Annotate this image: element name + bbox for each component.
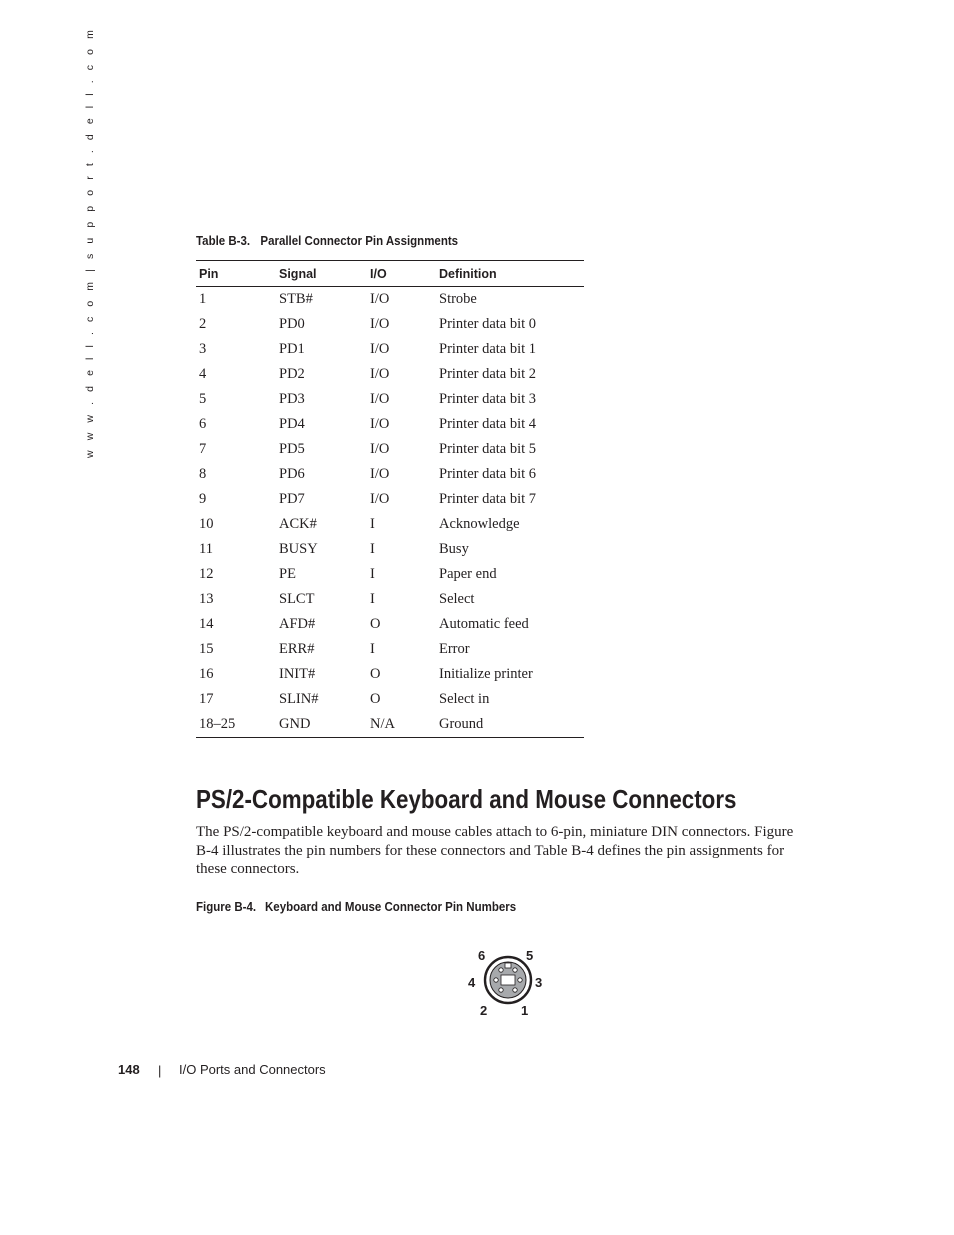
table-row	[196, 387, 584, 412]
cell-io: I/O	[370, 416, 390, 432]
cell-io: I	[370, 591, 375, 607]
cell-signal: BUSY	[279, 541, 318, 557]
table-row	[196, 362, 584, 387]
cell-definition: Ground	[436, 712, 584, 738]
table-row	[196, 712, 584, 738]
cell-signal: STB#	[279, 291, 313, 307]
cell-definition: Strobe	[439, 291, 477, 307]
cell-io: I	[370, 516, 375, 532]
cell-pin: 2	[199, 316, 207, 332]
cell-definition: Printer data bit 7	[439, 491, 537, 507]
figure-caption-title: Keyboard and Mouse Connector Pin Numbers	[265, 900, 517, 914]
cell-signal: PD6	[279, 466, 305, 482]
pin-hole-1	[513, 988, 517, 992]
cell-definition: Printer data bit 5	[439, 441, 537, 457]
pin-hole-2	[499, 988, 503, 992]
section-heading: PS/2-Compatible Keyboard and Mouse Connectors	[196, 784, 737, 814]
cell-signal: GND	[276, 712, 367, 738]
column-header-pin: Pin	[196, 261, 276, 287]
pin-hole-4	[494, 978, 498, 982]
cell-io: I/O	[370, 491, 390, 507]
cell-io: I/O	[370, 341, 390, 357]
cell-definition: Initialize printer	[439, 666, 533, 682]
table-row	[196, 287, 584, 313]
cell-signal: ACK#	[279, 516, 317, 532]
table-row	[196, 562, 584, 587]
figure-caption	[196, 900, 516, 914]
cell-pin: 10	[199, 516, 214, 532]
table-row	[196, 412, 584, 437]
cell-io: O	[370, 666, 381, 682]
cell-io: I/O	[370, 441, 390, 457]
cell-signal: PD3	[279, 391, 305, 407]
cell-io: N/A	[367, 712, 436, 738]
pin-label-6: 6	[478, 948, 486, 963]
table-row	[196, 637, 584, 662]
cell-signal: PD2	[279, 366, 305, 382]
cell-pin: 18–25	[196, 712, 276, 738]
cell-pin: 11	[199, 541, 213, 557]
table-row	[196, 662, 584, 687]
cell-pin: 8	[199, 466, 207, 482]
cell-io: O	[370, 691, 381, 707]
table-caption	[196, 234, 458, 248]
cell-pin: 5	[199, 391, 207, 407]
cell-pin: 3	[199, 341, 207, 357]
cell-definition: Printer data bit 0	[439, 316, 537, 332]
cell-definition: Printer data bit 2	[439, 366, 537, 382]
cell-io: I	[370, 641, 375, 657]
pin-hole-3	[518, 978, 522, 982]
cell-io: I	[370, 541, 375, 557]
table-caption-title: Parallel Connector Pin Assignments	[260, 234, 459, 248]
cell-signal: PD4	[279, 416, 305, 432]
table-row	[196, 437, 584, 462]
footer-section-title: I/O Ports and Connectors	[179, 1062, 326, 1077]
cell-definition: Paper end	[439, 566, 497, 582]
cell-signal: SLIN#	[279, 691, 319, 707]
cell-definition: Printer data bit 3	[439, 391, 537, 407]
cell-signal: SLCT	[279, 591, 315, 607]
footer-separator: |	[158, 1063, 162, 1078]
cell-definition: Printer data bit 6	[439, 466, 537, 482]
table-row	[196, 312, 584, 337]
cell-pin: 4	[199, 366, 207, 382]
column-header-definition: Definition	[436, 261, 584, 287]
table-header-row	[196, 261, 584, 287]
cell-definition: Printer data bit 1	[439, 341, 537, 357]
pin-label-1: 1	[521, 1003, 529, 1018]
pin-hole-5	[513, 968, 517, 972]
cell-pin: 7	[199, 441, 207, 457]
cell-io: I/O	[370, 366, 390, 382]
cell-io: I	[370, 566, 375, 582]
pin-label-3: 3	[535, 975, 543, 990]
cell-pin: 12	[199, 566, 214, 582]
column-header-signal: Signal	[276, 261, 367, 287]
cell-pin: 6	[199, 416, 207, 432]
table-row	[196, 462, 584, 487]
cell-io: I/O	[370, 391, 390, 407]
pin-hole-6	[499, 968, 503, 972]
cell-definition: Select	[439, 591, 475, 607]
section-body-text: The PS/2-compatible keyboard and mouse cables attach to 6-pin, miniature DIN connectors. Figure B-4 illustrates the pin numbers for these connectors and Table B-4 defines the pin assignments for these connectors.	[196, 824, 794, 878]
cell-pin: 17	[199, 691, 214, 707]
cell-pin: 15	[199, 641, 214, 657]
cell-pin: 13	[199, 591, 214, 607]
cell-pin: 1	[199, 291, 207, 307]
connector-center-block	[501, 975, 515, 985]
cell-signal: PE	[279, 566, 296, 582]
table-row	[196, 612, 584, 637]
cell-definition: Printer data bit 4	[439, 416, 537, 432]
cell-pin: 14	[199, 616, 214, 632]
cell-io: O	[370, 616, 381, 632]
cell-pin: 9	[199, 491, 207, 507]
cell-definition: Automatic feed	[439, 616, 529, 632]
cell-signal: PD7	[279, 491, 305, 507]
cell-signal: ERR#	[279, 641, 315, 657]
connector-key-notch	[505, 963, 511, 968]
cell-definition: Busy	[439, 541, 469, 557]
table-caption-number: Table B-3.	[196, 234, 251, 248]
table-row	[196, 337, 584, 362]
cell-signal: PD5	[279, 441, 305, 457]
cell-definition: Acknowledge	[439, 516, 520, 532]
page-footer	[118, 1062, 326, 1078]
table-row	[196, 537, 584, 562]
pin-assignment-table	[196, 260, 584, 738]
cell-signal: INIT#	[279, 666, 316, 682]
cell-io: I/O	[370, 316, 390, 332]
column-header-io: I/O	[367, 261, 436, 287]
cell-definition: Select in	[439, 691, 490, 707]
page-number: 148	[118, 1062, 140, 1077]
pin-label-5: 5	[526, 948, 534, 963]
pin-label-4: 4	[468, 975, 476, 990]
cell-pin: 16	[199, 666, 214, 682]
pin-label-2: 2	[480, 1003, 488, 1018]
cell-signal: PD1	[279, 341, 305, 357]
cell-signal: PD0	[279, 316, 305, 332]
cell-definition: Error	[439, 641, 470, 657]
table-row	[196, 687, 584, 712]
figure-caption-number: Figure B-4.	[196, 900, 257, 914]
cell-io: I/O	[370, 291, 390, 307]
table-row	[196, 587, 584, 612]
side-url: w w w . d e l l . c o m | s u p p o r t . d e l l . c o m	[84, 26, 96, 458]
cell-signal: AFD#	[279, 616, 316, 632]
table-row	[196, 512, 584, 537]
ps2-connector-diagram	[462, 943, 562, 1021]
cell-io: I/O	[370, 466, 390, 482]
table-row	[196, 487, 584, 512]
